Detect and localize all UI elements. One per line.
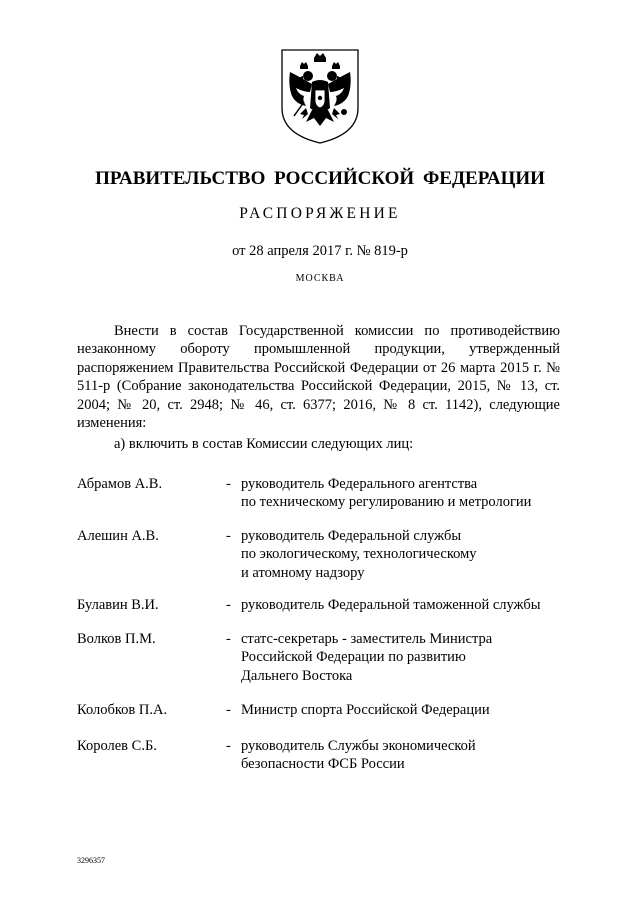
member-name: Булавин В.И. — [77, 597, 159, 613]
member-role — [241, 737, 561, 774]
member-role-line: по техническому регулированию и метрологии — [241, 494, 532, 511]
document-date-number: от 28 апреля 2017 г. № 819-р — [232, 243, 408, 259]
coat-of-arms-icon — [276, 46, 364, 146]
member-role — [241, 527, 561, 582]
member-dash: - — [226, 631, 231, 647]
member-role-line: руководитель Федеральной службы — [241, 528, 462, 544]
member-role-line: руководитель Службы экономической — [241, 738, 476, 754]
member-role-line: по экологическому, технологическому — [241, 546, 477, 563]
member-role — [241, 701, 561, 719]
document-code: 3296357 — [77, 856, 105, 865]
member-role-line: статс-секретарь - заместитель Министра — [241, 631, 493, 647]
intro-paragraph: Внести в состав Государственной комиссии по противодействию незаконному обороту промышленной продукции, утвержденный распоряжением Правительства Российской Федерации от 26 марта 2015 г. № 511-р (Собрание законодательства Российской Федерации, 2015, № 13, ст. 2004; № 20, ст. 2948; № 46, ст. 6377; 2016, № 8 ст. 1142), следующие изменения: — [77, 323, 560, 432]
member-role — [241, 630, 561, 685]
clause-a: а) включить в состав Комиссии следующих лиц: — [114, 436, 414, 452]
member-role-line: руководитель Федеральной таможенной службы — [241, 597, 541, 613]
member-role — [241, 596, 561, 614]
member-dash: - — [226, 702, 231, 718]
member-name: Волков П.М. — [77, 631, 156, 647]
member-dash: - — [226, 738, 231, 754]
member-role-line: руководитель Федерального агентства — [241, 476, 478, 492]
member-role-line: и атомному надзору — [241, 564, 365, 581]
member-name: Королев С.Б. — [77, 738, 157, 754]
member-role-line: безопасности ФСБ России — [241, 756, 405, 773]
document-city: МОСКВА — [295, 273, 345, 284]
member-dash: - — [226, 528, 231, 544]
document-type: РАСПОРЯЖЕНИЕ — [239, 205, 401, 222]
member-role-line: Дальнего Востока — [241, 667, 353, 684]
member-role-line: Министр спорта Российской Федерации — [241, 702, 490, 718]
member-dash: - — [226, 597, 231, 613]
member-name: Колобков П.А. — [77, 702, 168, 718]
member-name: Алешин А.В. — [77, 528, 159, 544]
government-title: ПРАВИТЕЛЬСТВО РОССИЙСКОЙ ФЕДЕРАЦИИ — [95, 168, 545, 189]
member-name: Абрамов А.В. — [77, 476, 163, 492]
member-dash: - — [226, 476, 231, 492]
member-role — [241, 475, 561, 512]
member-role-line: Российской Федерации по развитию — [241, 649, 466, 666]
